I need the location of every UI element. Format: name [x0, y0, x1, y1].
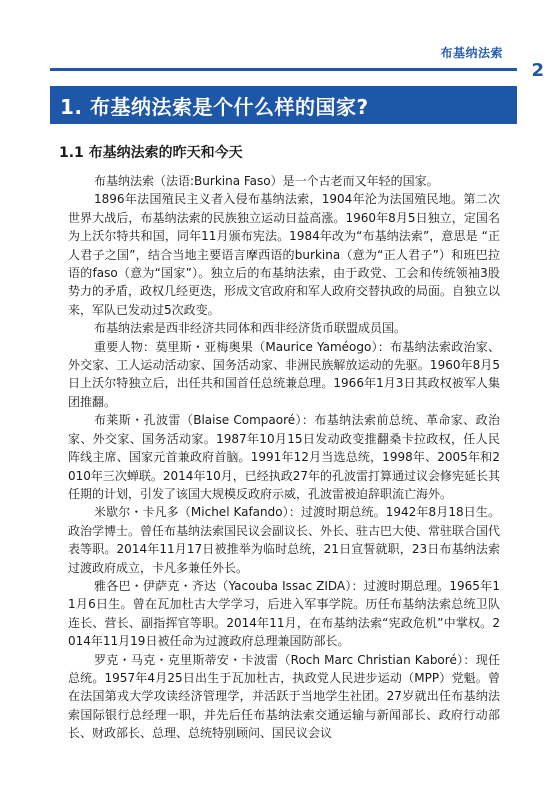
body-text [68, 172, 500, 743]
chapter-banner [50, 86, 517, 124]
paragraph: 1896年法国殖民主义者入侵布基纳法索，1904年沦为法国殖民地。第二次世界大战后，布基纳法索的民族独立运动日益高涨。1960年8月5日独立，定国名为上沃尔特共和国，同年11月颁布宪法。1984年改为“布基纳法索”，意思是 “正人君子之国”，结合当地主要语言摩西语的burkina（意为“正人君子”）和班巴拉语的faso（意为“国家”）。独立后的布基纳法索，由于政党、工会和传统领袖3股势力的矛盾，政权几经更迭，形成文官政府和军人政府交替执政的局面。自独立以来，军队已发动过5次政变。 [68, 192, 501, 317]
paragraph: 布基纳法索（法语:Burkina Faso）是一个古老而又年轻的国家。 [94, 174, 439, 188]
section-title: 1.1 布基纳法索的昨天和今天 [59, 145, 243, 161]
paragraph: 米歇尔・卡凡多（Michel Kafando）：过渡时期总统。1942年8月18日生。政治学博士。曾任布基纳法索国民议会副议长、外长、驻古巴大使、常驻联合国代表等职。2014年11月17日被推举为临时总统，21日宣誓就职，23日布基纳法索过渡政府成立，卡凡多兼任外长。 [68, 505, 501, 575]
paragraph: 布基纳法索是西非经济共同体和西非经济货币联盟成员国。 [94, 321, 407, 336]
page-number: 2 [531, 60, 544, 81]
paragraph: 罗克・马克・克里斯蒂安・卡波雷（Roch Marc Christian Kaboré）：现任总统。1957年4月25日出生于瓦加杜古，执政党人民进步运动（MPP）党魁。曾在法国第戎大学攻读经济管理学，并活跃于当地学生社团。27岁就出任布基纳法索国际银行总经理一职，并先后任布基纳法索交通运输与新闻部长、政府行动部长、财政部长、总理、总统特别顾问、国民议会议 [68, 652, 500, 741]
running-header-title: 布基纳法索 [440, 46, 503, 60]
chapter-title: 1. 布基纳法索是个什么样的国家? [60, 94, 369, 119]
paragraph: 布莱斯・孔波雷（Blaise Compaoré）：布基纳法索前总统、革命家、政治家、外交家、国务活动家。1987年10月15日发动政变推翻桑卡拉政权，任人民阵线主席、国家元首兼政府首脑。1991年12月当选总统，1998年、2005年和2010年三次蝉联。2014年10月，已经执政27年的孔波雷打算通过议会修宪延长其任期的计划，引发了该国大规模反政府示威，孔波雷被迫辞职流亡海外。 [68, 413, 500, 501]
header-rule [50, 68, 517, 71]
paragraph: 重要人物：莫里斯・亚梅奥果（Maurice Yaméogo）：布基纳法索政治家、外交家、工人运动活动家、国务活动家、非洲民族解放运动的先驱。1960年8月5日上沃尔特独立后，出任共和国首任总统兼总理。1966年1月3日其政权被军人集团推翻。 [68, 339, 500, 409]
paragraph: 雅各巴・伊萨克・齐达（Yacouba Issac ZIDA）：过渡时期总理。1965年11月6日生。曾在瓦加杜古大学学习，后进入军事学院。历任布基纳法索总统卫队连长、营长、副指挥官等职。2014年11月，在布基纳法索“宪政危机”中掌权。2014年11月19日被任命为过渡政府总理兼国防部长。 [68, 578, 500, 649]
